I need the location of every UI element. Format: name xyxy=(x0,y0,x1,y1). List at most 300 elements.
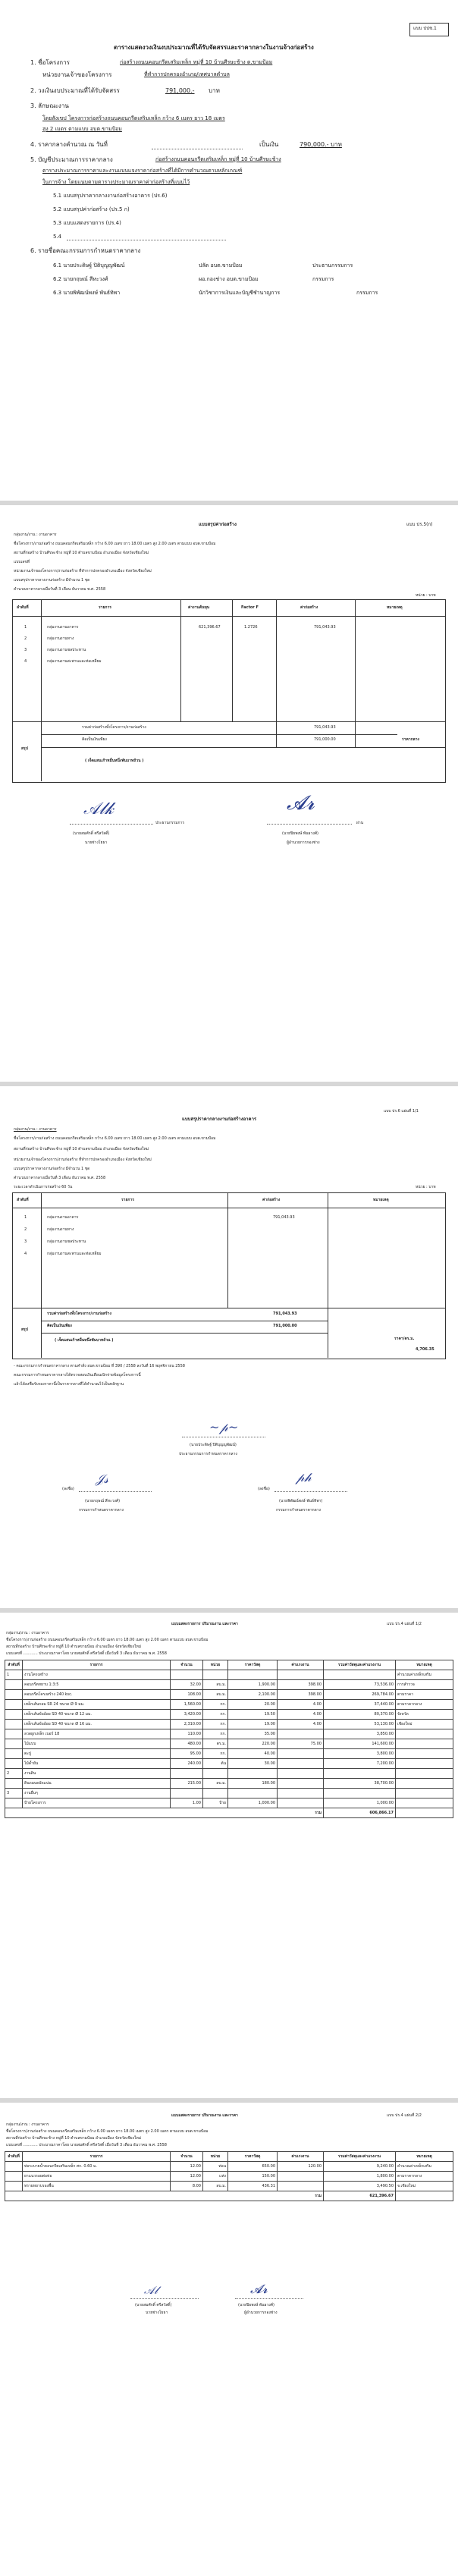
cell-no xyxy=(5,1798,23,1808)
page-4-pr4-sheet1 xyxy=(0,1613,458,2098)
cell-material: 180.00 xyxy=(228,1779,278,1789)
signature-preparer: 𝒜𝓁𝓀 xyxy=(83,800,114,818)
cell-remark xyxy=(396,1798,453,1808)
total-label: รวม xyxy=(5,1808,324,1818)
form-code: แบบ ปร.4 แผ่นที่ 2/2 xyxy=(387,2113,422,2118)
note-line-2: คณะกรรมการกำหนดราคากลางได้ตรวจสอบเงินเดือนเบิกจ่ายข้อมูลโครงการนี้ xyxy=(14,1373,141,1378)
cell-no xyxy=(5,2172,23,2182)
row-1-no: 1 xyxy=(24,625,27,630)
row-3-item: กลุ่มงานงานชลประทาน xyxy=(47,1239,86,1244)
cell-item: ตะปู xyxy=(23,1749,171,1759)
col-header-sum: รวมค่าวัสดุและค่าแรงงาน xyxy=(324,1660,396,1670)
col-header-factor: Factor F xyxy=(241,605,259,610)
cell-material: 40.00 xyxy=(228,1749,278,1759)
cell-unit: กก. xyxy=(203,1749,228,1759)
bill-of-quantities-table xyxy=(5,1660,453,1818)
signature-committee-left: 𝒥𝓈 xyxy=(96,1472,108,1486)
cell-qty: 1.00 xyxy=(171,1798,203,1808)
site-line: สถานที่ก่อสร้าง บ้านศีรษะช้าง หมู่ที่ 10 ตำบลขามป้อม อำเภอเมือง จังหวัดเชียงใหม่ xyxy=(14,551,149,555)
cell-unit: ต้น xyxy=(203,1759,228,1769)
row-2-item: กลุ่มงานงานทาง xyxy=(47,1227,74,1232)
cell-qty xyxy=(171,1789,203,1798)
table-row xyxy=(5,1759,453,1769)
cell-item: คอนกรีตโครงสร้าง 240 ksc. xyxy=(23,1690,171,1700)
total-remark-cell xyxy=(396,2191,453,2201)
cell-qty: 2,310.00 xyxy=(171,1720,203,1729)
col-divider xyxy=(355,599,356,721)
col-header-total: ค่าก่อสร้าง xyxy=(262,1198,281,1202)
col-divider xyxy=(276,599,277,721)
sum-rounded-value: 791,000.00 xyxy=(314,737,336,742)
signature-committee-right: 𝓅𝒽 xyxy=(296,1470,312,1484)
cell-unit xyxy=(203,1769,228,1779)
table-row xyxy=(5,1789,453,1798)
cell-no xyxy=(5,1680,23,1690)
col-header-remark: หมายเหตุ xyxy=(387,605,403,610)
group-line: กลุ่มงาน/งาน : งานอาคาร xyxy=(14,532,57,537)
cell-labor xyxy=(278,2182,324,2191)
sum-row-line xyxy=(41,747,445,748)
table-row xyxy=(5,2162,453,2172)
cell-no xyxy=(5,1720,23,1729)
sig-chair-name: (นายประดิษฐ์ ปิติบุญญพัฒน์) xyxy=(190,1443,237,1447)
cell-qty xyxy=(171,1670,203,1680)
cell-unit: กก. xyxy=(203,1710,228,1720)
col-header-no: ลำดับที่ xyxy=(5,2152,23,2162)
sign-line xyxy=(130,2298,199,2299)
cell-no xyxy=(5,1779,23,1789)
cell-material: 436.31 xyxy=(228,2182,278,2191)
cell-labor xyxy=(278,1779,324,1789)
item-1-value: ก่อสร้างถนนคอนกรีตเสริมเหล็ก หมู่ที่ 10 บ้านศีรษะช้าง ต.ขามป้อม xyxy=(120,59,273,65)
col-header-total: ค่าก่อสร้าง xyxy=(300,605,318,610)
row-4-item: กลุ่มงานงานสะพานและท่อเหลี่ยม xyxy=(47,1252,102,1256)
cell-remark: ตามราคากลาง xyxy=(396,1700,453,1710)
cell-labor xyxy=(278,1759,324,1769)
total-value: 621,396.67 xyxy=(324,2191,396,2201)
cell-no xyxy=(5,2182,23,2191)
boq-rows-1 xyxy=(5,1670,453,1808)
cell-labor xyxy=(278,1798,324,1808)
row-1-item: กลุ่มงานงานอาคาร xyxy=(47,625,79,630)
item-5-3: 5.3 แบบแสดงรายการ (ปร.4) xyxy=(53,220,121,226)
cell-no: 1 xyxy=(5,1670,23,1680)
estimator-line: แบบเลขที่ ............ ประมาณราคาโดย นายสมศักดิ์ ศรีสวัสดิ์ เมื่อวันที่ 3 เดือน ธันวาคม พ.ศ. 2558 xyxy=(6,1651,167,1656)
item-5-4: 5.4 xyxy=(53,234,62,240)
summary-side-divider xyxy=(41,721,42,781)
table-row xyxy=(5,1749,453,1759)
agency-line: หน่วยงานเจ้าของโครงการ/งานก่อสร้าง ที่ทำการปกครองอำเภอเมือง จังหวัดเชียงใหม่ xyxy=(14,569,152,573)
cell-remark xyxy=(396,1749,453,1759)
cell-remark xyxy=(396,1739,453,1749)
cell-item: ท่อระบายน้ำคอนกรีตเสริมเหล็ก ศก. 0.60 ม. xyxy=(23,2162,171,2172)
cell-sum: 37,440.00 xyxy=(324,1700,396,1710)
cell-labor: 398.00 xyxy=(278,1680,324,1690)
table-row xyxy=(5,1798,453,1808)
cell-labor xyxy=(278,1789,324,1798)
cell-material: 20.00 xyxy=(228,1700,278,1710)
project-line: ชื่อโครงการ/งานก่อสร้าง ถนนคอนกรีตเสริมเหล็ก กว้าง 6.00 เมตร ยาว 18.00 เมตร สูง 2.00 เมตร ตามแบบ อบต.ขามป้อม xyxy=(14,542,216,546)
group-line: กลุ่มงาน/งาน : งานอาคาร xyxy=(6,2122,49,2127)
cell-material: 150.00 xyxy=(228,2172,278,2182)
col-divider xyxy=(232,599,233,721)
cell-sum: 7,200.00 xyxy=(324,1759,396,1769)
page-1-ppch1 xyxy=(0,0,458,501)
cell-labor xyxy=(278,2172,324,2182)
row-2-item: กลุ่มงานงานทาง xyxy=(47,636,74,641)
bill-of-quantities-table xyxy=(5,2151,453,2201)
sig-left-name: (นายกฤษณ์ สีหะวงศ์) xyxy=(85,1499,121,1503)
price-per-sqm-value: 4,706.35 xyxy=(416,1347,434,1352)
cell-sum: 3,490.50 xyxy=(324,2182,396,2191)
sum-total-label: รวมค่าก่อสร้างทั้งโครงการ/งานก่อสร้าง xyxy=(82,725,146,730)
cell-no xyxy=(5,1690,23,1700)
col-header-item: รายการ xyxy=(23,2152,171,2162)
item-2-label: 2. วงเงินงบประมาณที่ได้รับจัดสรร xyxy=(30,87,120,94)
col-header-remark: หมายเหตุ xyxy=(396,2152,453,2162)
cell-material xyxy=(228,1769,278,1779)
cell-sum: 269,784.00 xyxy=(324,1690,396,1700)
cell-sum: 38,700.00 xyxy=(324,1779,396,1789)
cell-qty: 110.00 xyxy=(171,1729,203,1739)
committee-1-name: 6.1 นายประดิษฐ์ ปิติบุญญพัฒน์ xyxy=(53,262,125,269)
col-header-item: รายการ xyxy=(23,1660,171,1670)
cell-remark: การสำรวจ xyxy=(396,1680,453,1690)
cell-unit: ป้าย xyxy=(203,1798,228,1808)
total-value: 606,866.17 xyxy=(324,1808,396,1818)
table-row xyxy=(5,1670,453,1680)
note-line-1: - คณะกรรมการกำหนดราคากลาง ตามคำสั่ง อบต.ขามป้อม ที่ 390 / 2558 ลงวันที่ 16 พฤศจิกายน 2558 xyxy=(14,1364,185,1368)
sig-right-name: (นายพิพัฒน์พงษ์ พันธ์ทิพา) xyxy=(279,1499,323,1503)
item-3-value-2: สูง 2 เมตร ตามแบบ อบต.ขามป้อม xyxy=(42,126,122,132)
cell-sum: 1,800.00 xyxy=(324,2172,396,2182)
item-1-unit-label: หน่วยงานเจ้าของโครงการ xyxy=(42,71,112,78)
sum-total-label: รวมค่าก่อสร้างทั้งโครงการ/งานก่อสร้าง xyxy=(47,1312,111,1316)
cell-sum: 3,800.00 xyxy=(324,1749,396,1759)
page-title: ตารางแสดงวงเงินงบประมาณที่ได้รับจัดสรรและราคากลางในงานจ้างก่อสร้าง xyxy=(114,44,314,51)
cell-unit: ลบ.ม. xyxy=(203,1779,228,1789)
cell-no xyxy=(5,1759,23,1769)
committee-3-pos: นักวิชาการเงินและบัญชีชำนาญการ xyxy=(199,290,281,296)
cell-remark: ตามราคา xyxy=(396,1690,453,1700)
agency-line: หน่วยงานเจ้าของโครงการ/งานก่อสร้าง ที่ทำการปกครองอำเภอเมือง จังหวัดเชียงใหม่ xyxy=(14,1158,152,1162)
table-row xyxy=(5,1680,453,1690)
cell-sum: 73,536.00 xyxy=(324,1680,396,1690)
cell-qty: 95.00 xyxy=(171,1749,203,1759)
col-header-item: รายการ xyxy=(121,1198,134,1202)
row-3-no: 3 xyxy=(24,648,27,652)
col-header-unit: หน่วย xyxy=(203,2152,228,2162)
cell-labor xyxy=(278,1729,324,1739)
sig-right-role: กรรมการกำหนดราคากลาง xyxy=(276,1508,321,1513)
sets-line: แบบสรุปราคากลางงานก่อสร้าง มีจำนวน 1 ชุด xyxy=(14,1167,90,1171)
sig-right-prefix: (ลงชื่อ) xyxy=(258,1487,270,1491)
table-row xyxy=(5,1769,453,1779)
summary-divider xyxy=(12,721,445,722)
cell-qty: 240.00 xyxy=(171,1759,203,1769)
cell-no xyxy=(5,1739,23,1749)
cell-material: 19.00 xyxy=(228,1720,278,1729)
sign-line xyxy=(79,1491,152,1492)
project-line: ชื่อโครงการ/งานก่อสร้าง ถนนคอนกรีตเสริมเหล็ก กว้าง 6.00 เมตร ยาว 18.00 เมตร สูง 2.00 เมตร ตามแบบ อบต.ขามป้อม xyxy=(6,1638,209,1642)
sig-left-name: (นายสมศักดิ์ ศรีสวัสดิ์) xyxy=(135,2303,172,2307)
table-row xyxy=(5,1690,453,1700)
cell-qty: 1,560.00 xyxy=(171,1700,203,1710)
group-line: กลุ่มงาน/งาน : งานอาคาร xyxy=(6,1631,49,1635)
cell-sum: 1,000.00 xyxy=(324,1798,396,1808)
committee-2-name: 6.2 นายกฤษณ์ สีหะวงศ์ xyxy=(53,276,108,282)
sig-left-role: กรรมการกำหนดราคากลาง xyxy=(79,1508,124,1513)
cell-remark: คำนวณค่าเหล็กเสริม xyxy=(396,1670,453,1680)
cell-item: คอนกรีตหยาบ 1:3:5 xyxy=(23,1680,171,1690)
col-header-material: ราคาวัสดุ xyxy=(228,2152,278,2162)
cell-unit: ลบ.ม. xyxy=(203,1680,228,1690)
cell-sum: 9,240.00 xyxy=(324,2162,396,2172)
sign-line xyxy=(267,824,352,825)
sig-1-role: ประธานกรรมการ xyxy=(155,821,185,825)
cell-unit: ลบ.ม. xyxy=(203,2182,228,2191)
cell-sum xyxy=(324,1789,396,1798)
cell-sum: 80,370.00 xyxy=(324,1710,396,1720)
cell-qty: 215.00 xyxy=(171,1779,203,1789)
row-1-item: กลุ่มงานงานอาคาร xyxy=(47,1215,79,1220)
table-row xyxy=(5,1710,453,1720)
cell-remark: ตามราคากลาง xyxy=(396,2172,453,2182)
committee-1-role: ประธานกรรมการ xyxy=(312,262,353,269)
cell-qty: 12.00 xyxy=(171,2172,203,2182)
col-divider xyxy=(180,599,181,721)
cell-labor: 4.00 xyxy=(278,1710,324,1720)
cell-item: ป้ายโครงการ xyxy=(23,1798,171,1808)
cell-material: 1,900.00 xyxy=(228,1680,278,1690)
col-header-item: รายการ xyxy=(99,605,111,610)
duration-line: ระยะเวลาดำเนินการก่อสร้าง 60 วัน xyxy=(14,1185,73,1189)
col-header-labor: ค่าแรงงาน xyxy=(278,1660,324,1670)
cell-no xyxy=(5,2162,23,2172)
table-row xyxy=(5,1700,453,1710)
col-header-no: ลำดับที่ xyxy=(17,1198,29,1202)
cell-material: 35.00 xyxy=(228,1729,278,1739)
table-row xyxy=(5,2182,453,2191)
row-2-no: 2 xyxy=(24,1227,27,1232)
row-4-no: 4 xyxy=(24,1252,27,1256)
cell-qty: 32.00 xyxy=(171,1680,203,1690)
cell-item: เหล็กเส้นข้ออ้อย SD 40 ขนาด Ø 16 มม. xyxy=(23,1720,171,1729)
cell-item: งานโครงสร้าง xyxy=(23,1670,171,1680)
table-header-line xyxy=(12,616,445,617)
cell-sum xyxy=(324,1670,396,1680)
sig-right-role: ผู้อำนวยการกองช่าง xyxy=(244,2311,278,2315)
note-line-3: แล้วได้ลงชื่อรับรองราคานี้เป็นราคากลางที่ได้คำนวณไว้เป็นหลักฐาน xyxy=(14,1382,124,1387)
item-1-label: 1. ชื่อโครงการ xyxy=(30,59,70,66)
col-header-remark: หมายเหตุ xyxy=(373,1198,389,1202)
cell-no xyxy=(5,1710,23,1720)
sign-line xyxy=(70,824,153,825)
cell-labor xyxy=(278,1670,324,1680)
cell-no xyxy=(5,1749,23,1759)
item-1-unit-value: ที่ทำการปกครองอำเภอ/เทศบาลตำบล xyxy=(144,71,230,77)
cell-qty: 480.00 xyxy=(171,1739,203,1749)
cell-sum: 3,850.00 xyxy=(324,1729,396,1739)
col-divider xyxy=(227,1192,228,1308)
cell-material: 220.00 xyxy=(228,1739,278,1749)
cell-sum: 53,130.00 xyxy=(324,1720,396,1729)
cell-material xyxy=(228,1670,278,1680)
col-header-qty: จำนวน xyxy=(171,2152,203,2162)
signature-approver: 𝓐𝓻 xyxy=(287,792,315,815)
committee-2-pos: ผอ.กองช่าง อบต.ขามป้อม xyxy=(199,276,259,282)
sig-2-role: ผ่าน xyxy=(356,821,364,825)
cell-item: ดินถมบดอัดแน่น xyxy=(23,1779,171,1789)
col-divider xyxy=(41,599,42,721)
col-divider xyxy=(276,721,277,747)
row-1-total: 791,043.93 xyxy=(314,625,336,630)
row-4-item: กลุ่มงานงานสะพานและท่อเหลี่ยม xyxy=(47,659,102,664)
item-2-unit: บาท xyxy=(209,87,220,94)
cell-material: 1,000.00 xyxy=(228,1798,278,1808)
site-line: สถานที่ก่อสร้าง บ้านศีรษะช้าง หมู่ที่ 10 ตำบลขามป้อม อำเภอเมือง จังหวัดเชียงใหม่ xyxy=(14,1147,149,1151)
sign-line xyxy=(274,1491,347,1492)
cell-item: ลวดผูกเหล็ก เบอร์ 18 xyxy=(23,1729,171,1739)
group-line: กลุ่มงาน/งาน : งานอาคาร xyxy=(14,1127,57,1132)
col-header-sum: รวมค่าวัสดุและค่าแรงงาน xyxy=(324,2152,396,2162)
page-title: แบบสรุปค่าก่อสร้าง xyxy=(199,522,237,527)
cell-remark xyxy=(396,1759,453,1769)
cell-item: งานดิน xyxy=(23,1769,171,1779)
col-header-material: ราคาวัสดุ xyxy=(228,1660,278,1670)
sign-line xyxy=(235,2298,303,2299)
col-header-labor: ค่าแรงงาน xyxy=(278,2152,324,2162)
table-row xyxy=(5,1779,453,1789)
page-2-pr5 xyxy=(0,505,458,1082)
col-header-unit: หน่วย xyxy=(203,1660,228,1670)
row-1-no: 1 xyxy=(24,1215,27,1220)
drawing-line: แบบเลขที่ xyxy=(14,560,30,564)
cell-remark xyxy=(396,1769,453,1779)
price-per-sqm-label: ราคา/ตร.ม. xyxy=(394,1337,415,1341)
summary-side-label: สรุป xyxy=(21,746,28,751)
cell-item: เหล็กเส้นกลม SR 24 ขนาด Ø 9 มม. xyxy=(23,1700,171,1710)
cell-material: 2,100.00 xyxy=(228,1690,278,1700)
sig-left-prefix: (ลงชื่อ) xyxy=(62,1487,74,1491)
cell-material: 30.00 xyxy=(228,1759,278,1769)
cell-remark: เชียงใหม่ xyxy=(396,1720,453,1729)
col-header-no: ลำดับที่ xyxy=(17,605,29,610)
item-5-value: ก่อสร้างถนนคอนกรีตเสริมเหล็ก หมู่ที่ 10 บ้านศีรษะช้าง xyxy=(155,156,281,162)
date-line: คำนวณราคากลางเมื่อวันที่ 3 เดือน ธันวาคม พ.ศ. 2558 xyxy=(14,587,106,592)
cell-qty: 108.00 xyxy=(171,1690,203,1700)
sig-2-name: (นายปิยพงษ์ พันธวงศ์) xyxy=(282,831,318,836)
item-4-prefix: เป็นเงิน xyxy=(259,141,279,148)
sum-rounded-label: คิดเป็นเงินเพียง xyxy=(47,1324,72,1328)
project-line: ชื่อโครงการ/งานก่อสร้าง ถนนคอนกรีตเสริมเหล็ก กว้าง 6.00 เมตร ยาว 18.00 เมตร สูง 2.00 เมตร ตามแบบ อบต.ขามป้อม xyxy=(14,1136,216,1141)
col-header-qty: จำนวน xyxy=(171,1660,203,1670)
cell-remark: จ.เชียงใหม่ xyxy=(396,2182,453,2191)
cell-labor: 120.00 xyxy=(278,2162,324,2172)
cell-remark xyxy=(396,1779,453,1789)
item-5-value-2: ตารางประมาณการราคาและงานแบบแจงราคาก่อสร้างที่ได้มีการคำนวณตามหลักเกณฑ์ xyxy=(42,168,243,174)
col-header-cost: ค่างานต้นทุน xyxy=(188,605,210,610)
total-label: รวม xyxy=(5,2191,324,2201)
cell-remark xyxy=(396,1729,453,1739)
signature-preparer: 𝒜𝓁 xyxy=(144,2285,158,2297)
cell-item: งานอื่นๆ xyxy=(23,1789,171,1798)
cell-qty: 3,420.00 xyxy=(171,1710,203,1720)
item-5-label: 5. บัญชีประมาณการราคากลาง xyxy=(30,156,113,163)
sum-rounded-note: ราคากลาง xyxy=(402,737,419,742)
cell-unit: ลบ.ม. xyxy=(203,1690,228,1700)
form-code: แบบ ปร.4 แผ่นที่ 1/2 xyxy=(387,1622,422,1626)
sig-left-role: นายช่างโยธา xyxy=(146,2311,168,2315)
item-6-label: 6. รายชื่อคณะกรรมการกำหนดราคากลาง xyxy=(30,247,141,254)
project-line: ชื่อโครงการ/งานก่อสร้าง ถนนคอนกรีตเสริมเหล็ก กว้าง 6.00 เมตร ยาว 18.00 เมตร สูง 2.00 เมตร ตามแบบ อบต.ขามป้อม xyxy=(6,2129,209,2134)
cell-labor: 398.00 xyxy=(278,1690,324,1700)
cell-sum xyxy=(324,1769,396,1779)
cell-item: ไม้ค้ำยัน xyxy=(23,1759,171,1769)
sum-rounded-label: คิดเป็นเงินเพียง xyxy=(82,737,107,742)
cell-labor xyxy=(278,1769,324,1779)
cell-qty: 8.00 xyxy=(171,2182,203,2191)
cell-item: ยาแนวรอยต่อท่อ xyxy=(23,2172,171,2182)
cell-unit: ตร.ม. xyxy=(203,1739,228,1749)
sig-right-name: (นายปิยพงษ์ พันธวงศ์) xyxy=(238,2303,274,2307)
cell-no: 3 xyxy=(5,1789,23,1798)
sig-2-position: ผู้อำนวยการกองช่าง xyxy=(287,840,320,845)
item-3-label: 3. ลักษณะงาน xyxy=(30,102,69,109)
boq-rows-2 xyxy=(5,2162,453,2191)
row-1-cost: 621,396.67 xyxy=(199,625,221,630)
item-5-2: 5.2 แบบสรุปค่าก่อสร้าง (ปร.5 ก) xyxy=(53,206,130,212)
cell-no xyxy=(5,1700,23,1710)
cell-item: ไม้แบบ xyxy=(23,1739,171,1749)
page-title: แบบสรุปราคากลางงานก่อสร้างอาคาร xyxy=(182,1117,257,1122)
cell-material: 19.50 xyxy=(228,1710,278,1720)
estimator-line: แบบเลขที่ ............ ประมาณราคาโดย นายสมศักดิ์ ศรีสวัสดิ์ เมื่อวันที่ 3 เดือน ธันวาคม พ.ศ. 2558 xyxy=(6,2143,167,2147)
cell-unit xyxy=(203,1789,228,1798)
sum-row-line xyxy=(41,734,397,735)
date-line: คำนวณราคากลางเมื่อวันที่ 3 เดือน ธันวาคม พ.ศ. 2558 xyxy=(14,1176,106,1180)
row-2-no: 2 xyxy=(24,636,27,641)
col-header-no: ลำดับที่ xyxy=(5,1660,23,1670)
table-row xyxy=(5,1739,453,1749)
cell-unit: ท่อน xyxy=(203,2162,228,2172)
site-line: สถานที่ก่อสร้าง บ้านศีรษะช้าง หมู่ที่ 10 ตำบลขามป้อม อำเภอเมือง จังหวัดเชียงใหม่ xyxy=(6,1645,142,1649)
committee-1-pos: ปลัด อบต.ขามป้อม xyxy=(199,262,243,269)
committee-3-role: กรรมการ xyxy=(356,290,378,296)
table-row xyxy=(5,2172,453,2182)
cell-unit: กก. xyxy=(203,1720,228,1729)
sets-line: แบบสรุปราคากลางงานก่อสร้าง มีจำนวน 1 ชุด xyxy=(14,578,90,583)
cell-remark: จังหวัด xyxy=(396,1710,453,1720)
form-code: แบบ ปปช.1 xyxy=(413,26,437,31)
page-title: แบบแสดงรายการ ปริมาณงาน และราคา xyxy=(171,2113,238,2118)
table-row xyxy=(5,1720,453,1729)
item-5-value-3: ในการจ้าง โดยแนบตามตารางประมาณราคาค่าก่อสร้างที่แนบไว้ xyxy=(42,179,190,185)
row-3-no: 3 xyxy=(24,1239,27,1244)
sum-in-words: ( เจ็ดแสนเก้าหมื่นหนึ่งพันบาทถ้วน ) xyxy=(85,759,144,763)
cell-qty xyxy=(171,1769,203,1779)
col-divider xyxy=(355,721,356,747)
col-divider xyxy=(41,1192,42,1308)
unit-label: หน่วย : บาท xyxy=(416,593,436,598)
cell-labor: 4.00 xyxy=(278,1720,324,1729)
row-1-factor: 1.2726 xyxy=(244,625,258,630)
cell-material xyxy=(228,1789,278,1798)
sum-row-line xyxy=(41,1333,328,1334)
cell-unit: แห่ง xyxy=(203,2172,228,2182)
cell-sum: 141,600.00 xyxy=(324,1739,396,1749)
cell-qty: 12.00 xyxy=(171,2162,203,2172)
